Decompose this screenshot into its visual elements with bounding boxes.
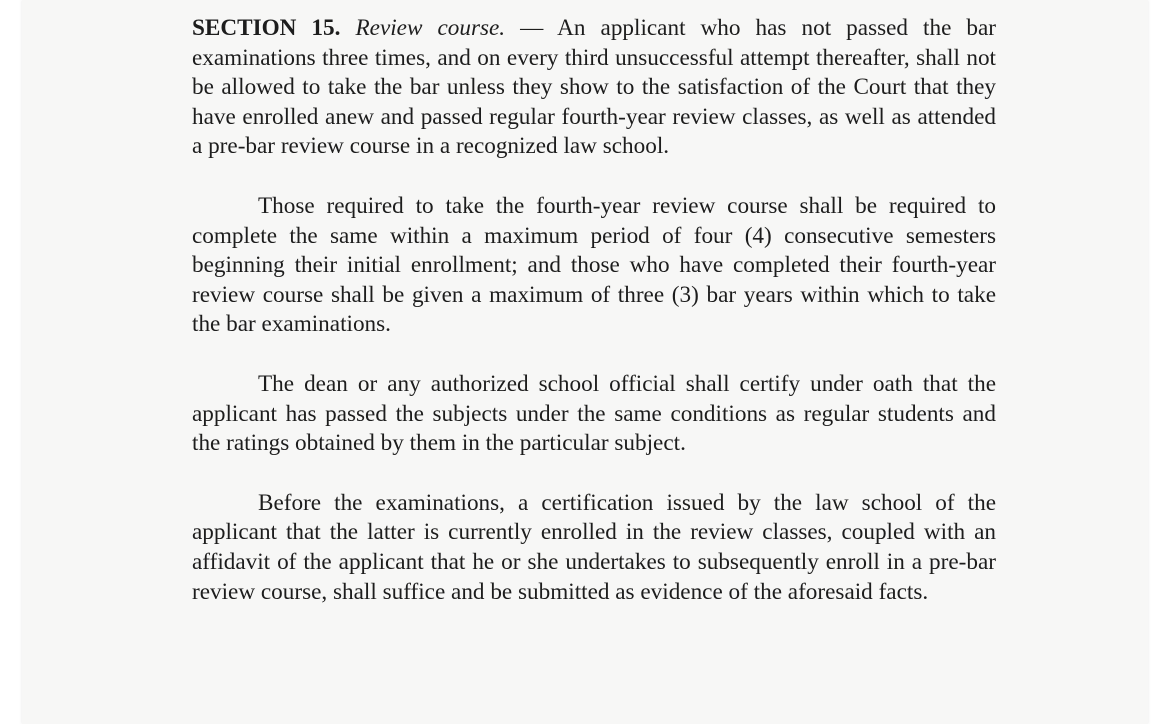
document-page xyxy=(22,0,1148,724)
document-body xyxy=(192,14,996,637)
section-title: Review course. xyxy=(355,15,506,41)
paragraph-1-text: An applicant who has not passed the bar examinations three times, and on every third unsuccessful attempt thereafter, shall not be allowed to take the bar unless they show to the satisfaction of the Court that they have enrolled anew and passed regular fourth-year review classes, as well as attended a pre-bar review course in a recognized law school. xyxy=(192,15,997,160)
paragraph-2: Those required to take the fourth-year review course shall be required to complete the same within a maximum period of four (4) consecutive semesters beginning their initial enrollment; and those who have completed their fourth-year review course shall be given a maximum of three (3) bar years within which to take the bar examinations. xyxy=(192,192,996,338)
section-dash: — xyxy=(520,15,544,41)
section-number: SECTION 15. xyxy=(192,15,341,41)
section-15-paragraph xyxy=(192,14,996,162)
paragraph-3: The dean or any authorized school official shall certify under oath that the applicant has passed the subjects under the same conditions as regular students and the ratings obtained by them in the particular subject. xyxy=(192,370,996,457)
paragraph-4: Before the examinations, a certification issued by the law school of the applicant that the latter is currently enrolled in the review classes, coupled with an affidavit of the applicant that he or she undertakes to subsequently enroll in a pre-bar review course, shall suffice and be submitted as evidence of the aforesaid facts. xyxy=(192,489,996,605)
